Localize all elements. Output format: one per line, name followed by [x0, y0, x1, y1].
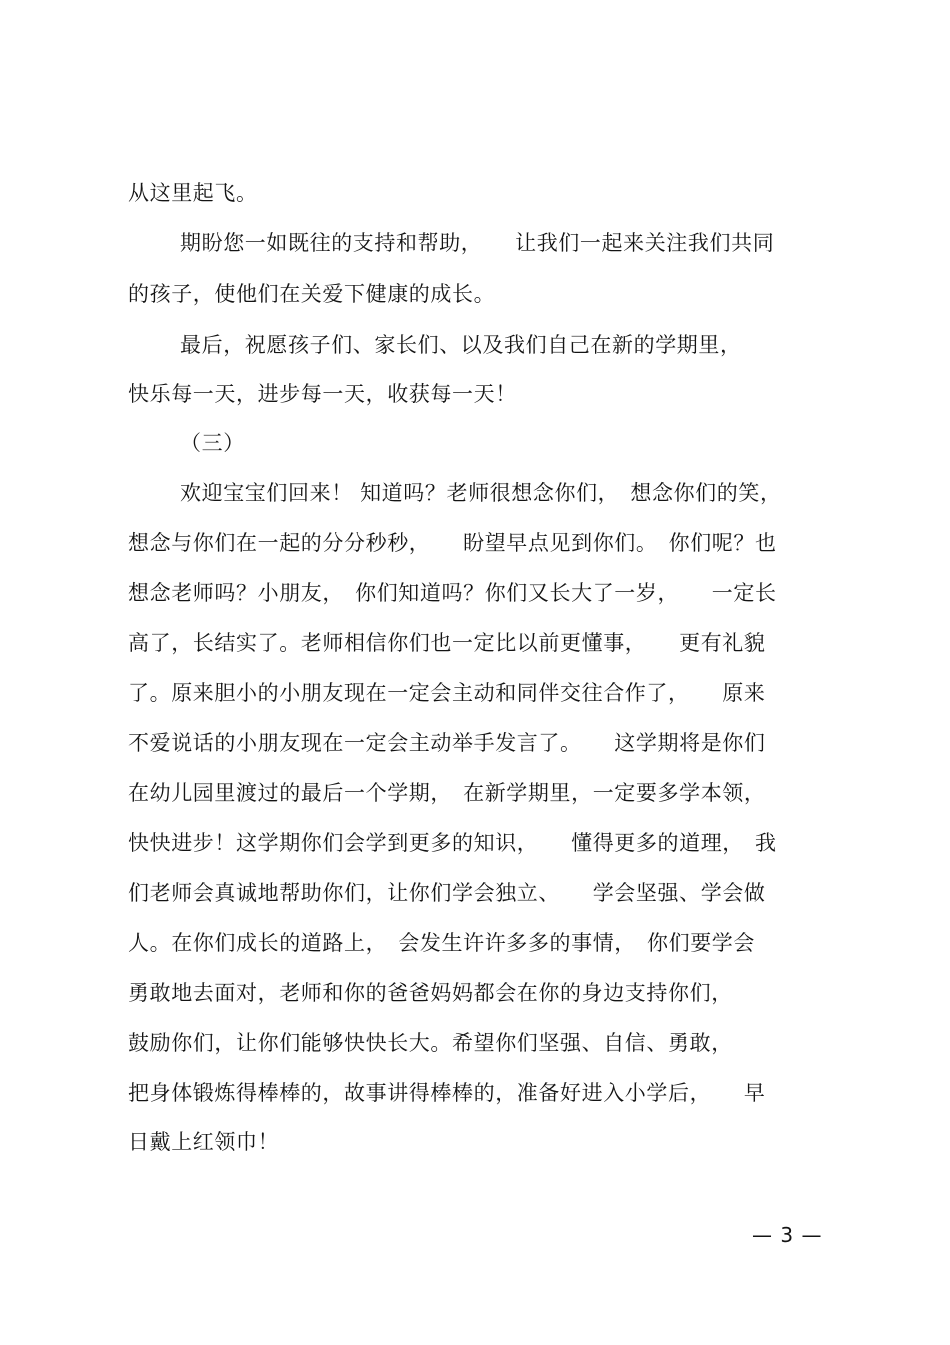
text-line: 高了，长结实了。老师相信你们也一定比以前更懂事， 更有礼貌: [128, 631, 766, 655]
text-line: 不爱说话的小朋友现在一定会主动举手发言了。 这学期将是你们: [128, 731, 766, 755]
text-line: 想念老师吗？小朋友， 你们知道吗？你们又长大了一岁， 一定长: [128, 581, 777, 605]
text-line: 快乐每一天，进步每一天，收获每一天！: [128, 382, 517, 406]
text-line: 快快进步！这学期你们会学到更多的知识， 懂得更多的道理， 我: [128, 831, 777, 855]
text-line: 人。在你们成长的道路上， 会发生许许多多的事情， 你们要学会: [128, 931, 755, 955]
text-line: 在幼儿园里渡过的最后一个学期， 在新学期里，一定要多学本领，: [128, 781, 766, 805]
text-line: 们老师会真诚地帮助你们，让你们学会独立、 学会坚强、学会做: [128, 881, 766, 905]
section-heading: （三）: [180, 431, 245, 455]
text-line: 鼓励你们，让你们能够快快长大。希望你们坚强、自信、勇敢，: [128, 1031, 733, 1055]
text-line: 期盼您一如既往的支持和帮助， 让我们一起来关注我们共同: [180, 231, 775, 255]
page-number: — 3 —: [752, 1223, 823, 1247]
text-line: 日戴上红领巾！: [128, 1130, 280, 1154]
text-line: 把身体锻炼得棒棒的，故事讲得棒棒的，准备好进入小学后， 早: [128, 1081, 766, 1105]
text-line: 了。原来胆小的小朋友现在一定会主动和同伴交往合作了， 原来: [128, 681, 766, 705]
text-line: 从这里起飞。: [128, 181, 258, 205]
text-line: 勇敢地去面对，老师和你的爸爸妈妈都会在你的身边支持你们，: [128, 981, 733, 1005]
text-line: 欢迎宝宝们回来！ 知道吗？老师很想念你们， 想念你们的笑，: [180, 481, 782, 505]
text-line: 最后，祝愿孩子们、家长们、以及我们自己在新的学期里，: [180, 333, 742, 357]
text-line: 想念与你们在一起的分分秒秒， 盼望早点见到你们。 你们呢？也: [128, 531, 777, 555]
text-line: 的孩子，使他们在关爱下健康的成长。: [128, 282, 496, 306]
